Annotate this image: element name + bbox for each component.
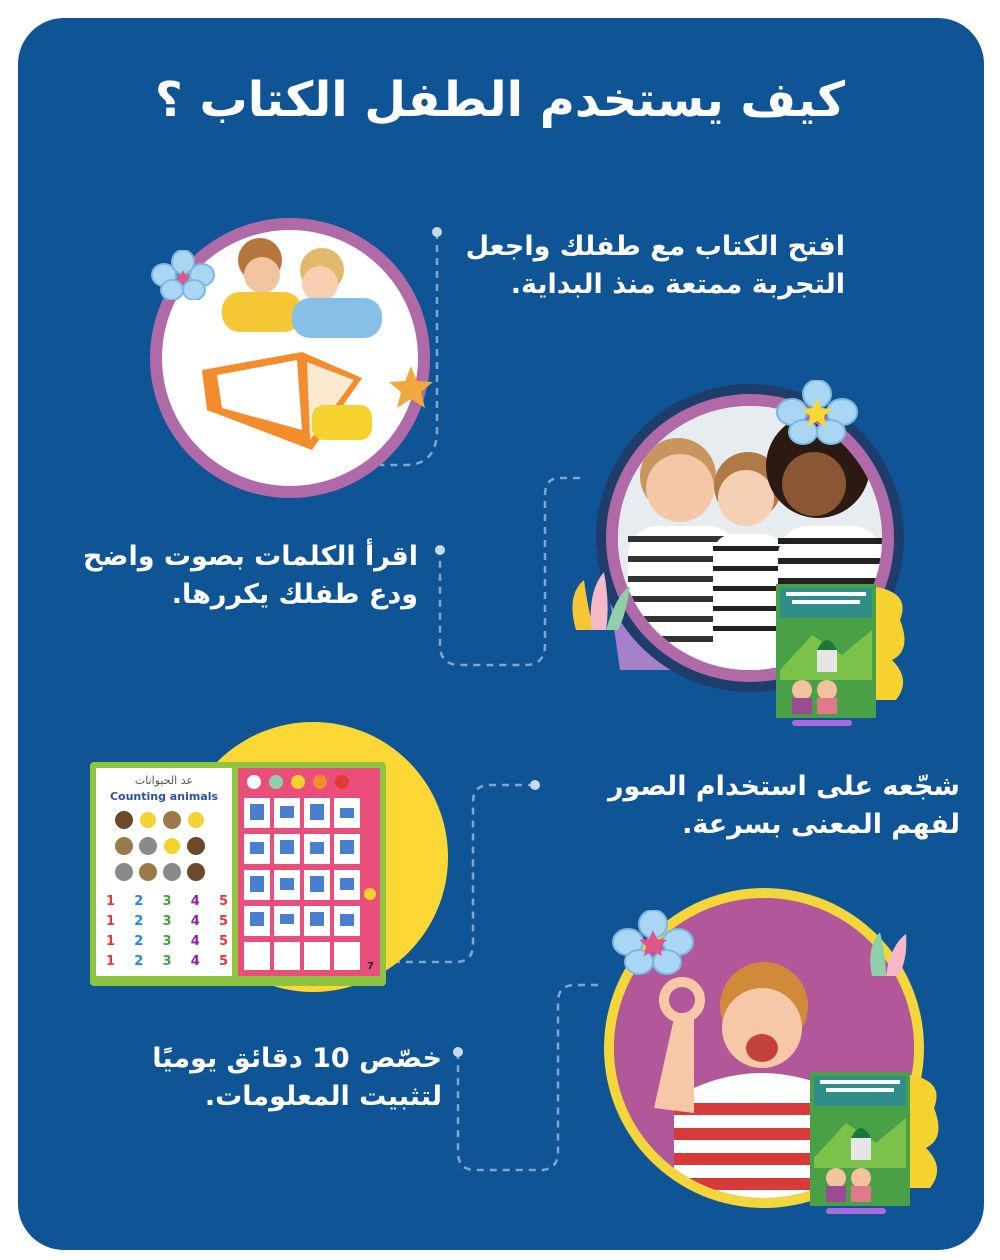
number-5: 5 (218, 954, 228, 969)
book-page-number: 7 (367, 961, 374, 972)
step-3-text (540, 768, 960, 844)
step-1-text (425, 228, 845, 304)
counting-row (106, 952, 228, 972)
step-1-line-2: التجربة ممتعة منذ البداية. (510, 269, 845, 300)
step-4-text (82, 1040, 442, 1116)
leaves-icon (866, 928, 914, 978)
step-1-line-1: افتح الكتاب مع طفلك واجعل (465, 231, 845, 262)
flower-icon (150, 250, 216, 300)
counting-row (106, 912, 228, 932)
number-3: 3 (162, 954, 172, 969)
number-4: 4 (190, 894, 200, 909)
number-5: 5 (218, 894, 228, 909)
number-3: 3 (162, 894, 172, 909)
flower-icon (612, 910, 694, 976)
islamic-book-illustration (806, 1068, 946, 1218)
step-2-line-1: اقرأ الكلمات بصوت واضح (82, 541, 418, 572)
number-3: 3 (162, 934, 172, 949)
number-5: 5 (218, 934, 228, 949)
number-5: 5 (218, 914, 228, 929)
step-3-line-1: شجّعه على استخدام الصور (607, 771, 960, 802)
book-left-heading-ar: عد الحيوانات (134, 774, 194, 787)
counting-rows (106, 892, 228, 972)
vocabulary-grid (238, 768, 380, 976)
number-1: 1 (106, 954, 116, 969)
book-left-page (96, 768, 232, 976)
number-2: 2 (134, 914, 144, 929)
number-2: 2 (134, 954, 144, 969)
number-1: 1 (106, 934, 116, 949)
number-1: 1 (106, 914, 116, 929)
page-title: كيف يستخدم الطفل الكتاب ؟ (154, 72, 846, 128)
step-2-text (38, 538, 418, 614)
number-2: 2 (134, 934, 144, 949)
number-3: 3 (162, 914, 172, 929)
number-4: 4 (190, 954, 200, 969)
leaves-icon (566, 570, 632, 634)
step-4-line-2: لتثبيت المعلومات. (204, 1081, 442, 1112)
step-3-line-2: لفهم المعنى بسرعة. (682, 809, 960, 840)
number-4: 4 (190, 914, 200, 929)
book-right-page (238, 768, 380, 976)
counting-row (106, 892, 228, 912)
step-2-line-2: ودع طفلك يكررها. (171, 579, 418, 610)
islamic-book-illustration (772, 580, 912, 730)
book-left-heading-en: Counting animals (109, 790, 219, 803)
star-icon (386, 364, 436, 412)
number-1: 1 (106, 894, 116, 909)
counting-book (90, 762, 386, 986)
counting-row (106, 932, 228, 952)
number-4: 4 (190, 934, 200, 949)
flower-star-icon (776, 380, 858, 446)
step-4-line-1: خصّص 10 دقائق يوميًا (152, 1043, 442, 1074)
number-2: 2 (134, 894, 144, 909)
